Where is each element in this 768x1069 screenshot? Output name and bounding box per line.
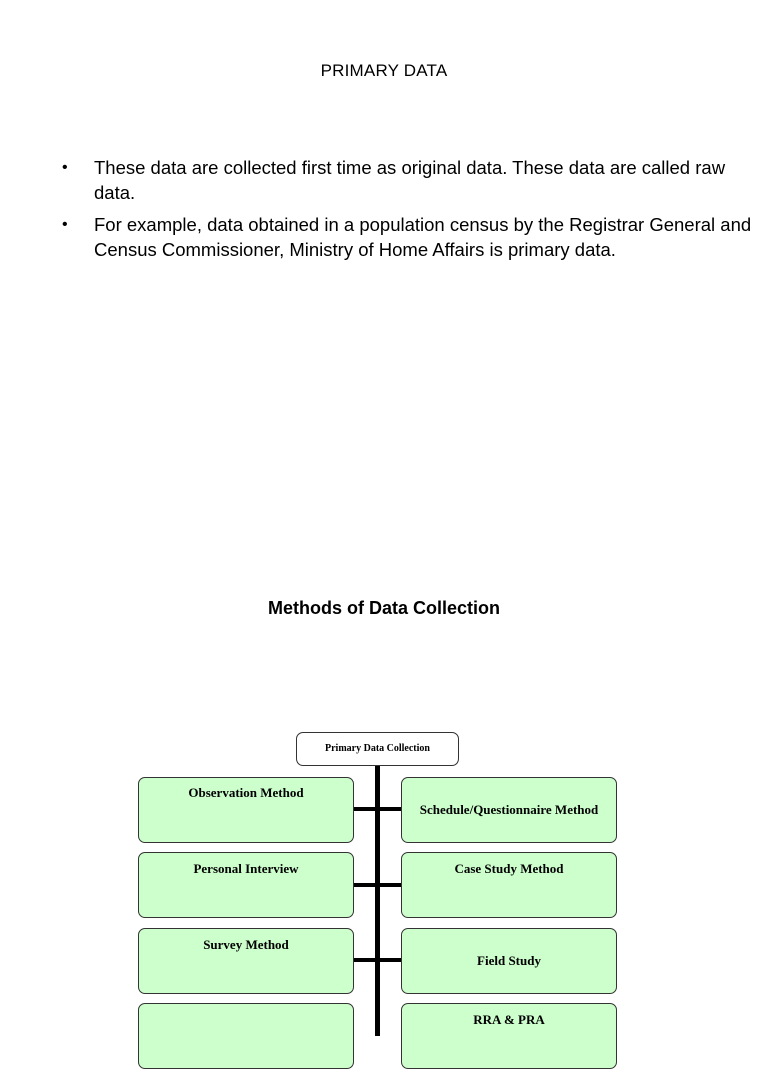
diagram-node-observation: Observation Method <box>138 777 354 843</box>
diagram-branch-line <box>353 958 402 962</box>
bullet-text: These data are collected first time as original data. These data are called raw data. <box>94 157 726 203</box>
bullet-list <box>60 155 766 269</box>
section-heading: Methods of Data Collection <box>267 598 500 618</box>
slide-title: PRIMARY DATA <box>320 61 448 80</box>
diagram-node-personal-interview: Personal Interview <box>138 852 354 918</box>
diagram-node-case-study: Case Study Method <box>401 852 617 918</box>
diagram-branch-line <box>353 807 402 811</box>
diagram-branch-line <box>353 883 402 887</box>
bullet-marker: • <box>62 216 68 233</box>
diagram-node-rra-pra: RRA & PRA <box>401 1003 617 1069</box>
diagram-node-schedule-questionnaire: Schedule/Questionnaire Method <box>401 777 617 843</box>
bullet-text: For example, data obtained in a population census by the Registrar General and Census Commissioner, Ministry of Home Affairs is primary data. <box>94 214 752 260</box>
bullet-item <box>60 212 766 262</box>
bullet-item <box>60 155 766 205</box>
diagram-node-survey: Survey Method <box>138 928 354 994</box>
bullet-marker: • <box>62 159 68 176</box>
diagram-node-cutoff <box>138 1003 354 1069</box>
diagram-node-field-study: Field Study <box>401 928 617 994</box>
diagram-root-node: Primary Data Collection <box>296 732 459 766</box>
